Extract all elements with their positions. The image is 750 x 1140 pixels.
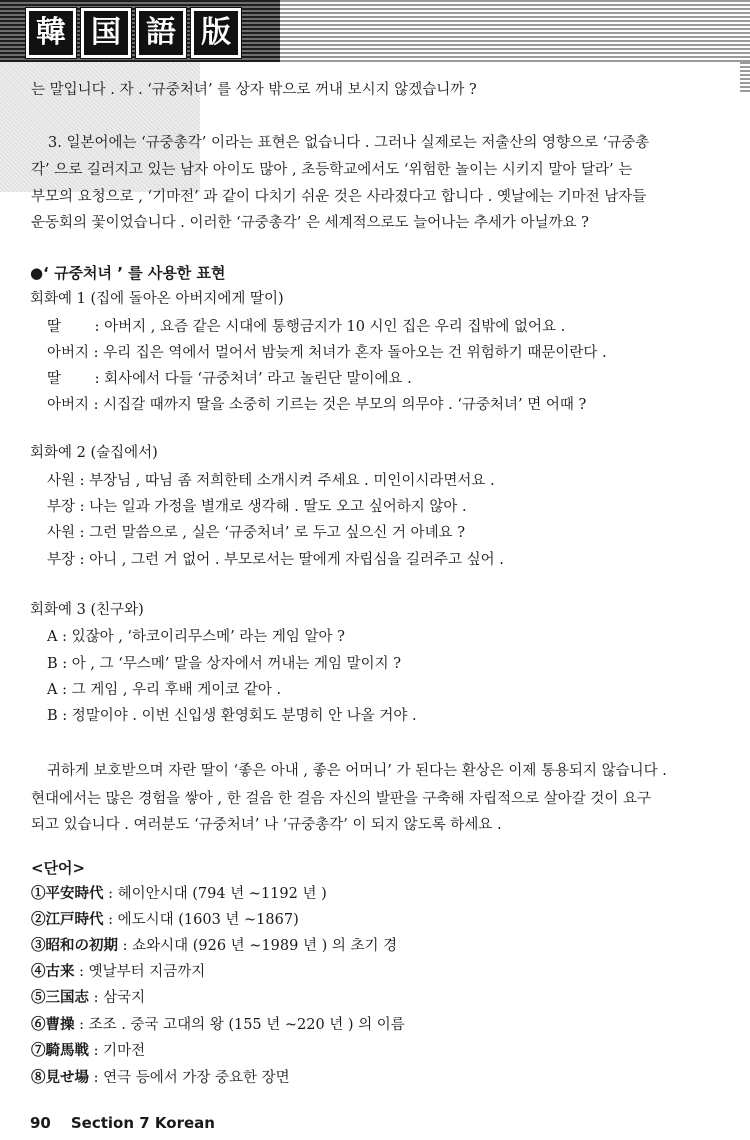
paragraph-line: 운동회의 꽃이었습니다 . 이러한 ‘규중총각’ 은 세계적으로도 늘어나는 추세가 아닐까요 ? [31, 215, 589, 231]
page-footer [30, 1114, 235, 1132]
intro-line: 는 말입니다 . 자 . ‘규중처녀’ 를 상자 밖으로 꺼내 보시지 않겠습니까 ? [31, 82, 477, 98]
vocab-term: ⑦騎馬戦 [31, 1042, 89, 1059]
vocab-def: : 쇼와시대 (926 년 ~1989 년 ) 의 초기 경 [118, 938, 398, 954]
section-heading: ●‘ 규중처녀 ’ 를 사용한 표현 [30, 264, 226, 282]
dialogue-line: A : 그 게임 , 우리 후배 게이코 같아 . [47, 682, 282, 698]
vocab-term: ⑤三国志 [31, 989, 89, 1006]
section-label: Section 7 Korean [70, 1114, 215, 1132]
dialogue-line: 부장 : 나는 일과 가정을 별개로 생각해 . 딸도 오고 싶어하지 않아 . [47, 499, 467, 515]
vocab-def: : 옛날부터 지금까지 [74, 964, 206, 980]
paragraph-line: 3. 일본어에는 ‘규중총각’ 이라는 표현은 없습니다 . 그러나 실제로는 저출산의 영향으로 ‘규중총 [48, 135, 650, 151]
dialogue-line: 딸 : 아버지 , 요즘 같은 시대에 통행금지가 10 시인 집은 우리 집밖에 없어요 . [47, 319, 566, 335]
vocab-item [31, 910, 299, 930]
dialogue-line: 아버지 : 시집갈 때까지 딸을 소중히 기르는 것은 부모의 의무야 . ‘규중처녀’ 면 어때 ? [47, 397, 587, 413]
example-title: 회화예 1 (집에 돌아온 아버지에게 딸이) [30, 291, 284, 307]
vocab-term: ②江戸時代 [31, 911, 104, 928]
vocab-item [31, 988, 145, 1008]
vocab-item [31, 962, 205, 982]
example-title: 회화예 2 (술집에서) [30, 445, 158, 461]
dialogue-line: B : 아 , 그 ‘무스메’ 말을 상자에서 꺼내는 게임 말이지 ? [47, 656, 401, 672]
vocab-item [31, 884, 327, 904]
vocab-def: : 에도시대 (1603 년 ~1867) [103, 912, 299, 928]
title-char: 版 [191, 8, 241, 58]
title-badges [26, 8, 241, 58]
vocab-item [31, 1041, 145, 1061]
dialogue-line: 아버지 : 우리 집은 역에서 멀어서 밤늦게 처녀가 혼자 돌아오는 건 위험하기 때문이란다 . [47, 345, 607, 361]
edge-stripe [740, 62, 750, 92]
vocab-term: ⑧見せ場 [31, 1069, 89, 1086]
vocab-def: : 삼국지 [89, 990, 146, 1006]
title-char: 韓 [26, 8, 76, 58]
vocab-def: : 연극 등에서 가장 중요한 장면 [89, 1070, 290, 1086]
dialogue-line: B : 정말이야 . 이번 신입생 환영회도 분명히 안 나올 거야 . [47, 708, 417, 724]
vocab-term: ③昭和の初期 [31, 937, 118, 954]
dialogue-line: 사원 : 그런 말씀으로 , 실은 ‘규중처녀’ 로 두고 싶으신 거 아녜요 ? [47, 525, 465, 541]
vocab-def: : 기마전 [89, 1043, 146, 1059]
dialogue-line: 사원 : 부장님 , 따님 좀 저희한테 소개시켜 주세요 . 미인이시라면서요 . [47, 473, 495, 489]
vocab-heading: <단어> [31, 859, 86, 877]
header-band [0, 0, 750, 62]
vocab-item [31, 1015, 405, 1035]
vocab-term: ④古来 [31, 963, 75, 980]
vocab-item [31, 936, 397, 956]
example-title: 회화예 3 (친구와) [30, 602, 144, 618]
title-char: 語 [136, 8, 186, 58]
vocab-def: : 조조 . 중국 고대의 왕 (155 년 ~220 년 ) 의 이름 [74, 1017, 405, 1033]
vocab-term: ⑥曹操 [31, 1016, 75, 1033]
vocab-item [31, 1068, 290, 1088]
conclusion-line: 현대에서는 많은 경험을 쌓아 , 한 걸음 한 걸음 자신의 발판을 구축해 자립적으로 살아갈 것이 요구 [31, 791, 652, 807]
conclusion-line: 귀하게 보호받으며 자란 딸이 ‘좋은 아내 , 좋은 어머니’ 가 된다는 환상은 이제 통용되지 않습니다 . [47, 763, 667, 779]
vocab-term: ①平安時代 [31, 885, 104, 902]
dialogue-line: A : 있잖아 , ‘하코이리무스메’ 라는 게임 알아 ? [47, 629, 345, 645]
paragraph-line: 각’ 으로 길러지고 있는 남자 아이도 많아 , 초등학교에서도 ‘위험한 놀이는 시키지 말아 달라’ 는 [31, 162, 633, 178]
paragraph-line: 부모의 요청으로 , ‘기마전’ 과 같이 다치기 쉬운 것은 사라졌다고 합니다 . 옛날에는 기마전 남자들 [31, 189, 647, 205]
title-char: 国 [81, 8, 131, 58]
dialogue-line: 부장 : 아니 , 그런 거 없어 . 부모로서는 딸에게 자립심을 길러주고 싶어 . [47, 552, 504, 568]
page-number: 90 [30, 1114, 51, 1132]
dialogue-line: 딸 : 회사에서 다들 ‘규중처녀’ 라고 놀린단 말이에요 . [47, 371, 412, 387]
vocab-def: : 헤이안시대 (794 년 ~1192 년 ) [103, 886, 327, 902]
conclusion-line: 되고 있습니다 . 여러분도 ‘규중처녀’ 나 ‘규중총각’ 이 되지 않도록 하세요 . [31, 817, 502, 833]
